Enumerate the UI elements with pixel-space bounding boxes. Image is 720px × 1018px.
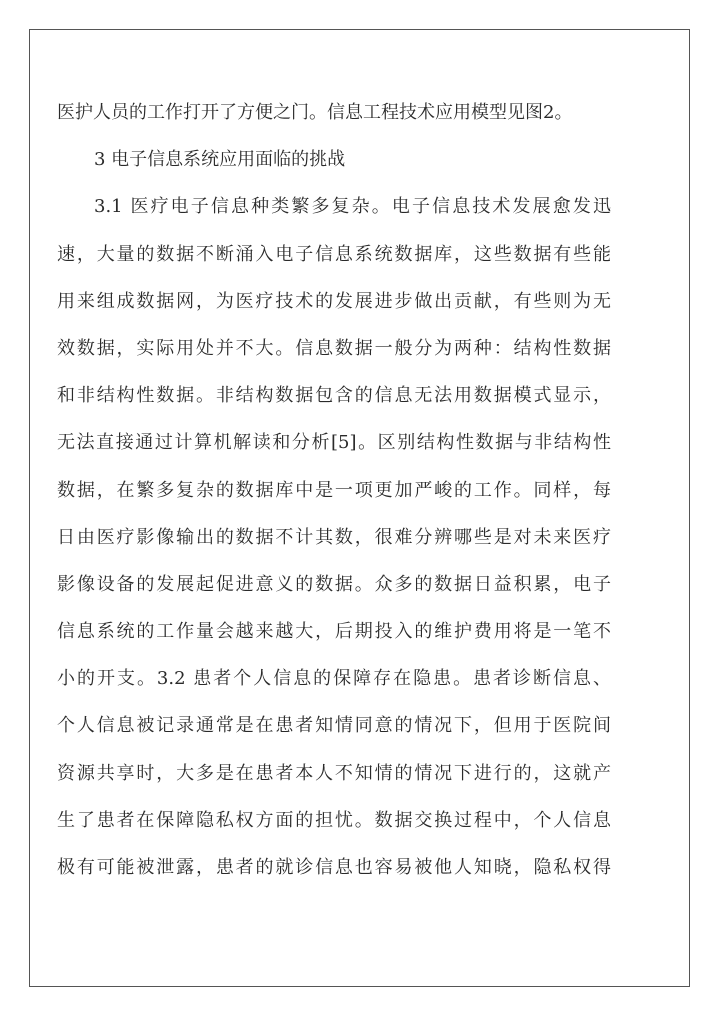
text-line-5: 用来组成数据网，为医疗技术的发展进步做出贡献，有些则为无	[57, 290, 611, 312]
section-heading: 3 电子信息系统应用面临的挑战	[94, 149, 346, 171]
text-line-9: 数据，在繁多复杂的数据库中是一项更加严峻的工作。同样，每	[57, 479, 611, 501]
text-line-12: 信息系统的工作量会越来越大，后期投入的维护费用将是一笔不	[57, 621, 611, 643]
text-line-17: 极有可能被泄露，患者的就诊信息也容易被他人知晓，隐私权得	[57, 857, 611, 878]
text-line-15: 资源共享时，大多是在患者本人不知情的情况下进行的，这就产	[57, 762, 611, 784]
text-line-4: 速，大量的数据不断涌入电子信息系统数据库，这些数据有些能	[57, 243, 611, 265]
text-line-1: 医护人员的工作打开了方便之门。信息工程技术应用模型见图2。	[57, 102, 573, 123]
document-body	[57, 89, 611, 891]
text-line-13: 小的开支。3.2 患者个人信息的保障存在隐患。患者诊断信息、	[57, 668, 611, 690]
text-line-8: 无法直接通过计算机解读和分析[5]。区别结构性数据与非结构性	[57, 432, 611, 454]
text-line-14: 个人信息被记录通常是在患者知情同意的情况下，但用于医院间	[57, 715, 611, 737]
text-line-11: 影像设备的发展起促进意义的数据。众多的数据日益积累，电子	[57, 573, 611, 595]
text-line-7: 和非结构性数据。非结构数据包含的信息无法用数据模式显示，	[57, 385, 611, 407]
text-line-3: 3.1 医疗电子信息种类繁多复杂。电子信息技术发展愈发迅	[94, 196, 611, 218]
text-line-16: 生了患者在保障隐私权方面的担忧。数据交换过程中，个人信息	[57, 809, 611, 831]
text-line-6: 效数据，实际用处并不大。信息数据一般分为两种：结构性数据	[57, 337, 611, 359]
text-line-10: 日由医疗影像输出的数据不计其数，很难分辨哪些是对未来医疗	[57, 526, 611, 548]
